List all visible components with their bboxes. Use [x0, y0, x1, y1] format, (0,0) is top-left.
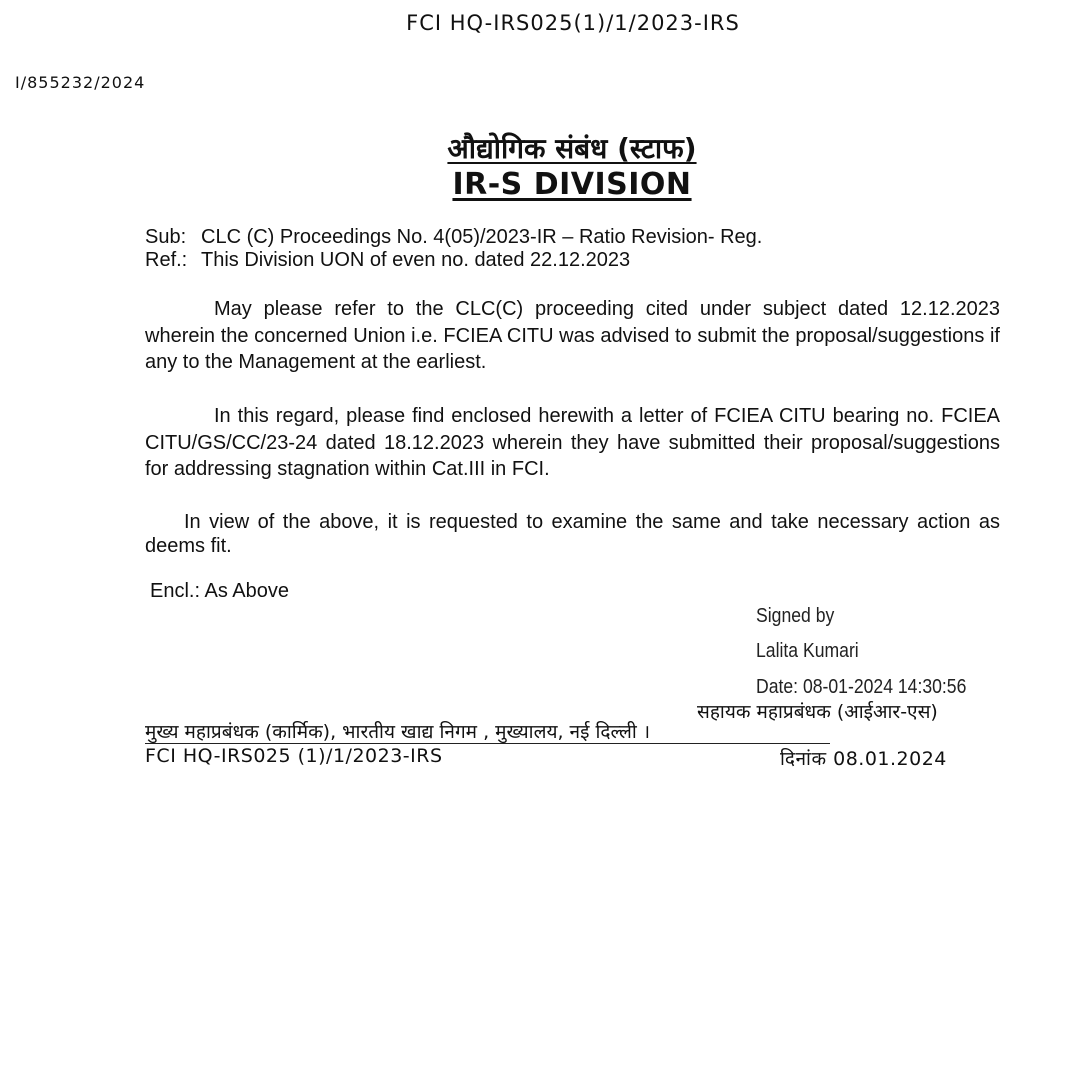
subject-reference-block — [145, 226, 762, 272]
footer-date: दिनांक 08.01.2024 — [780, 748, 947, 770]
file-number-header: FCI HQ-IRS025(1)/1/2023-IRS — [406, 11, 740, 35]
division-title — [0, 131, 1068, 203]
subject-label: Sub: — [145, 226, 187, 248]
subject-text: CLC (C) Proceedings No. 4(05)/2023-IR – Ratio Revision- Reg. — [201, 226, 763, 248]
subject-line — [145, 226, 762, 249]
enclosure-note: Encl.: As Above — [150, 580, 289, 602]
body-paragraph-2: In this regard, please find enclosed herewith a letter of FCIEA CITU bearing no. FCIEA CITU/GS/CC/23-24 dated 18.12.2023 wherein they have submitted their proposal/suggestions for addressing stagnation within Cat.III in FCI. — [145, 405, 1000, 480]
digital-signature-name: Lalita Kumari — [756, 640, 859, 662]
reference-line — [145, 249, 762, 272]
footer-file-reference: FCI HQ-IRS025 (1)/1/2023-IRS — [145, 745, 443, 767]
reference-text: This Division UON of even no. dated 22.12.2023 — [201, 249, 631, 271]
division-title-hindi: औद्योगिक संबंध (स्टाफ) — [447, 132, 697, 165]
digital-signature-signed-by: Signed by — [756, 605, 835, 627]
recipient-address: मुख्य महाप्रबंधक (कार्मिक), भारतीय खाद्य निगम , मुख्यालय, नई दिल्ली । — [145, 721, 830, 744]
receipt-number: I/855232/2024 — [15, 73, 146, 92]
body-paragraph-1: May please refer to the CLC(C) proceeding cited under subject dated 12.12.2023 wherein the concerned Union i.e. FCIEA CITU was advised to submit the proposal/suggestions if any to the Management at the earliest. — [145, 298, 1000, 373]
digital-signature-date: Date: 08-01-2024 14:30:56 — [756, 676, 967, 698]
reference-label: Ref.: — [145, 249, 188, 271]
division-title-english: IR-S DIVISION — [452, 167, 692, 202]
signatory-designation: सहायक महाप्रबंधक (आईआर-एस) — [697, 701, 938, 723]
body-paragraph-3: In view of the above, it is requested to examine the same and take necessary action as deems fit. — [145, 511, 1000, 557]
